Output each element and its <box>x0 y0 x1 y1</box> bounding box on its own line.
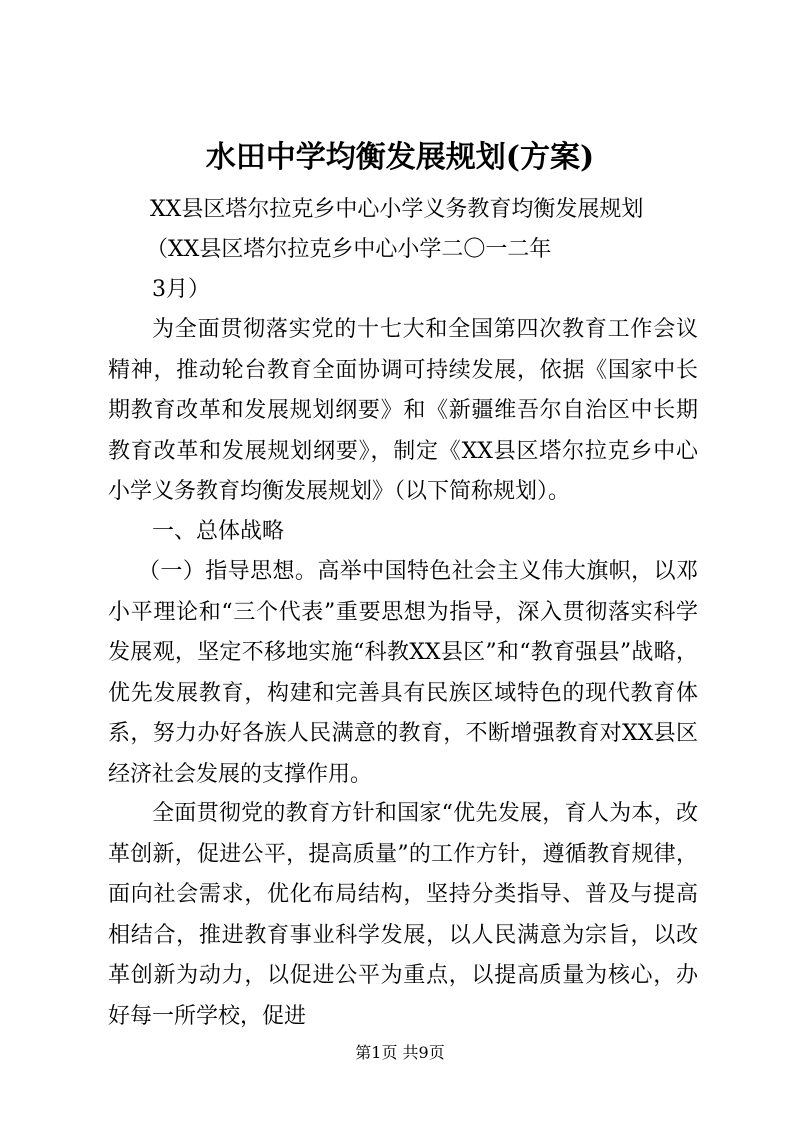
page-footer: 第1页 共9页 <box>355 1043 445 1062</box>
policy-paragraph: 全面贯彻党的教育方针和国家“优先发展，育人为本，改革创新，促进公平，提高质量”的工作方针，遵循教育规律，面向社会需求，优化布局结构，坚持分类指导、普及与提高相结合，推进教育事业科学发展，以人民满意为宗旨，以改革创新为动力，以促进公平为重点，以提高质量为核心，办好每一所学校，促进 <box>108 801 698 1029</box>
date-line-2: 3月） <box>152 277 210 302</box>
date-line-1: （XX县区塔尔拉克乡中心小学二〇一二年 <box>146 237 552 262</box>
document-subtitle: XX县区塔尔拉克乡中心小学义务教育均衡发展规划 <box>150 197 644 222</box>
section-heading: 一、总体战略 <box>152 519 285 544</box>
guiding-thought-paragraph: （一）指导思想。高举中国特色社会主义伟大旗帜，以邓小平理论和“三个代表”重要思想为指导，深入贯彻落实科学发展观，坚定不移地实施“科教XX县区”和“教育强县”战略，优先发展教育，构建和完善具有民族区域特色的现代教育体系，努力办好各族人民满意的教育，不断增强教育对XX县区经济社会发展的支撑作用。 <box>108 559 698 787</box>
intro-paragraph: 为全面贯彻落实党的十七大和全国第四次教育工作会议精神，推动轮台教育全面协调可持续发展，依据《国家中长期教育改革和发展规划纲要》和《新疆维吾尔自治区中长期教育改革和发展规划纲要》，制定《XX县区塔尔拉克乡中心小学义务教育均衡发展规划》（以下简称规划）。 <box>108 317 698 504</box>
document-title: 水田中学均衡发展规划(方案) <box>205 140 595 175</box>
